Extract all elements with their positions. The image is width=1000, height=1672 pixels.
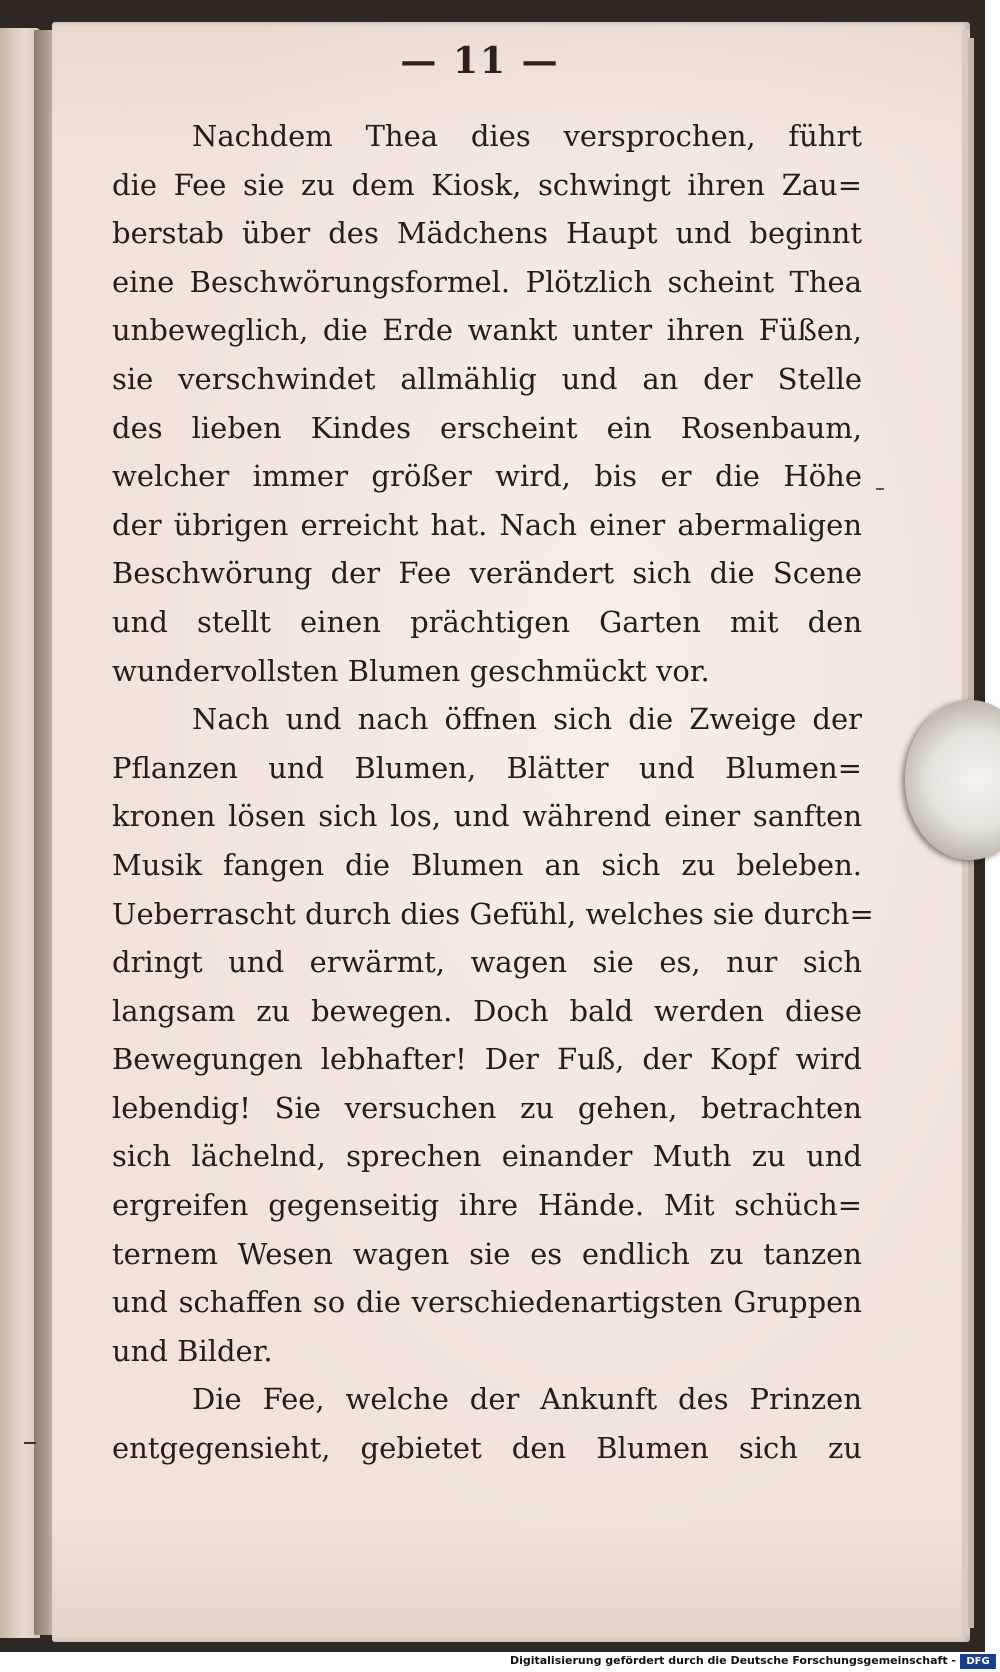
text-line: die Fee sie zu dem Kiosk, schwingt ihren Zau= [112, 167, 862, 202]
text-line: unbeweglich, die Erde wankt unter ihren Füßen, [112, 313, 862, 348]
text-line: Musik fangen die Blumen an sich zu beleben. [112, 847, 862, 882]
text-line: Nach und nach öffnen sich die Zweige der [192, 702, 862, 737]
text-line: Die Fee, welche der Ankunft des Prinzen [192, 1382, 862, 1417]
funding-credit: Digitalisierung gefördert durch die Deutsche Forschungsgemeinschaft - [509, 1654, 956, 1667]
text-line: und schaffen so die verschiedenartigsten Gruppen [112, 1285, 862, 1320]
dfg-logo: DFG [960, 1654, 996, 1669]
text-line: welcher immer größer wird, bis er die Höhe [112, 459, 862, 494]
text-line: ergreifen gegenseitig ihre Hände. Mit schüch= [112, 1188, 862, 1223]
text-line: sich lächelnd, sprechen einander Muth zu und [112, 1139, 862, 1174]
page-number: — 11 — [400, 40, 560, 82]
text-line: Beschwörung der Fee verändert sich die Scene [112, 556, 862, 591]
text-line: kronen lösen sich los, und während einer sanften [112, 799, 862, 834]
text-line: Bewegungen lebhafter! Der Fuß, der Kopf wird [112, 1042, 862, 1077]
text-line: eine Beschwörungsformel. Plötzlich scheint Thea [112, 264, 862, 299]
body-text [112, 112, 874, 1473]
text-line: Ueberrascht durch dies Gefühl, welches sie durch= [112, 896, 874, 931]
text-line: Nachdem Thea dies versprochen, führt [192, 119, 862, 153]
text-line: sie verschwindet allmählig und an der Stelle [112, 361, 862, 396]
text-line: lebendig! Sie versuchen zu gehen, betrachten [112, 1090, 862, 1125]
text-line: und stellt einen prächtigen Garten mit den [112, 604, 862, 639]
margin-mark [24, 1442, 36, 1444]
text-line: langsam zu bewegen. Doch bald werden diese [112, 993, 862, 1028]
text-line: ternem Wesen wagen sie es endlich zu tanzen [112, 1236, 862, 1271]
text-line: des lieben Kindes erscheint ein Rosenbaum, [112, 410, 862, 445]
margin-mark [876, 488, 884, 490]
text-line: und Bilder. [112, 1333, 273, 1368]
text-line: dringt und erwärmt, wagen sie es, nur sich [112, 945, 862, 980]
footer-bar [0, 1652, 1000, 1672]
text-line: entgegensieht, gebietet den Blumen sich zu [112, 1431, 862, 1466]
text-line: berstab über des Mädchens Haupt und beginnt [112, 216, 862, 251]
text-line: Pflanzen und Blumen, Blätter und Blumen= [112, 750, 862, 785]
text-line: der übrigen erreicht hat. Nach einer abermaligen [112, 507, 862, 542]
text-line: wundervollsten Blumen geschmückt vor. [112, 653, 710, 688]
